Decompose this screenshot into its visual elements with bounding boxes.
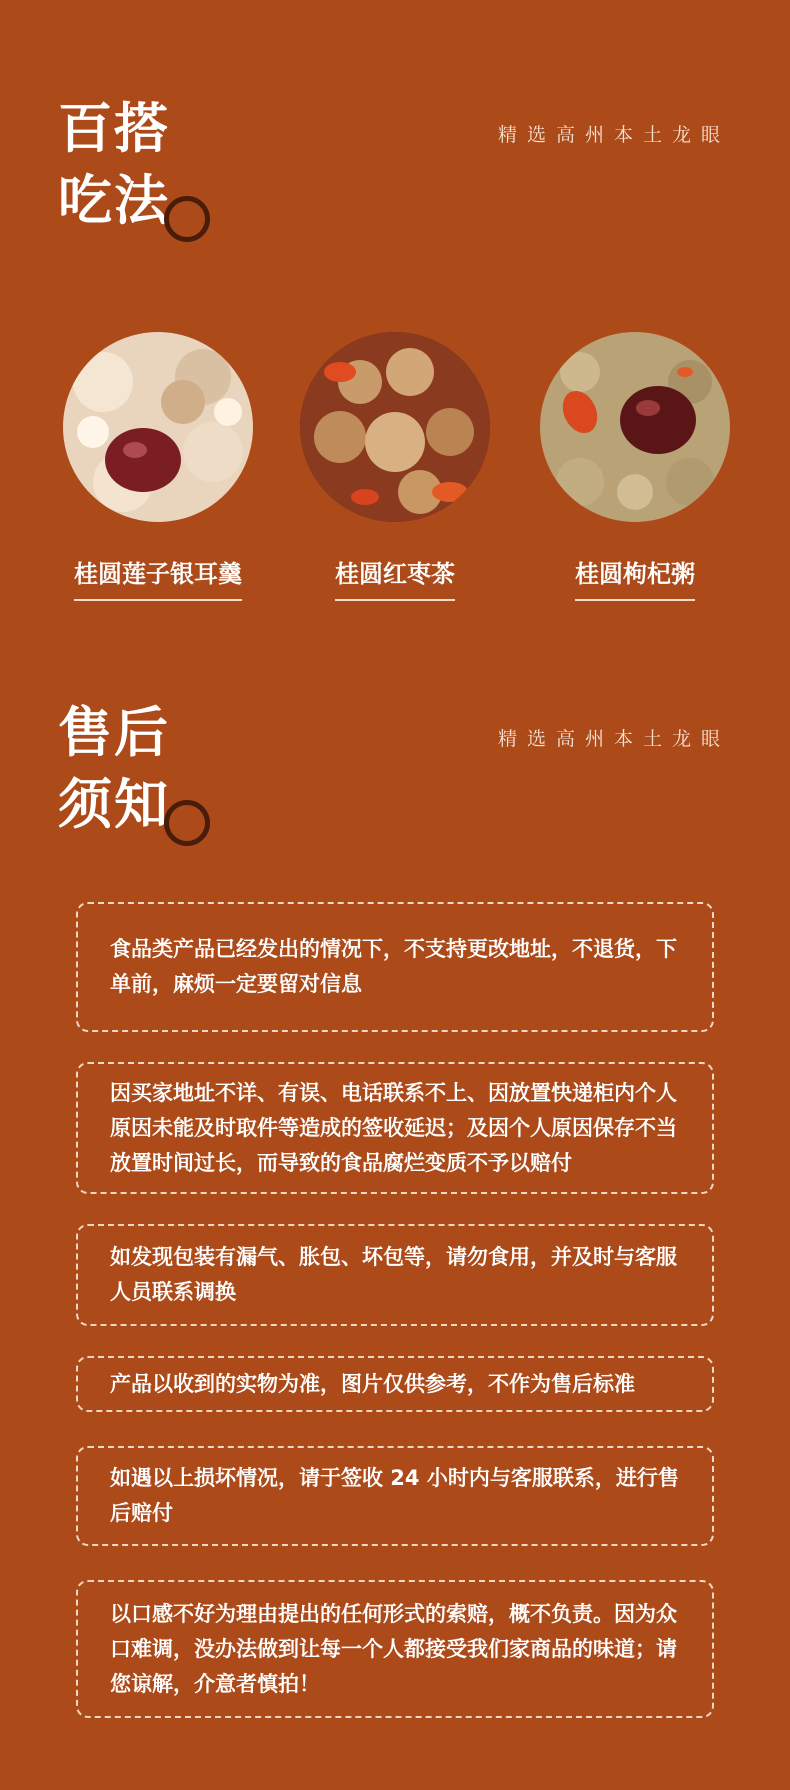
notice-text: 因买家地址不详、有误、电话联系不上、因放置快递柜内个人原因未能及时取件等造成的签收延迟；及因个人原因保存不当放置时间过长，而导致的食品腐烂变质不予以赔付: [110, 1080, 677, 1175]
section-title-line1: 售后: [58, 700, 170, 764]
tagline: 精选高州本土龙眼: [497, 728, 730, 750]
notice-box: [76, 1062, 714, 1194]
section-title-line1: 百搭: [58, 96, 170, 160]
dish-card: [275, 332, 515, 601]
notice-text: 以口感不好为理由提出的任何形式的索赔，概不负责。因为众口难调，没办法做到让每一个人都接受我们家商品的味道；请您谅解，介意者慎拍！: [110, 1601, 677, 1696]
dish-name: 桂圆枸杞粥: [575, 554, 695, 601]
decorative-ring-icon: [164, 800, 210, 846]
tagline: 精选高州本土龙眼: [497, 124, 730, 146]
notice-text: 如发现包装有漏气、胀包、坏包等，请勿食用，并及时与客服人员联系调换: [110, 1245, 677, 1304]
notice-box: [76, 1356, 714, 1412]
decorative-ring-icon: [164, 196, 210, 242]
notice-text: 产品以收到的实物为准，图片仅供参考，不作为售后标准: [110, 1371, 635, 1396]
section-title-line2: 须知: [58, 772, 170, 836]
section-title-after-sales: [58, 696, 170, 840]
dish-card: [38, 332, 278, 601]
tremella-lotus-soup-photo: [63, 332, 253, 522]
notice-box: [76, 1580, 714, 1718]
dish-name: 桂圆莲子银耳羹: [74, 554, 242, 601]
section-title-pairings: [58, 92, 170, 236]
notice-box: [76, 1446, 714, 1546]
longan-goji-porridge-photo: [540, 332, 730, 522]
notice-box: [76, 902, 714, 1032]
section-title-line2: 吃法: [58, 168, 170, 232]
notice-text: 食品类产品已经发出的情况下，不支持更改地址，不退货，下单前，麻烦一定要留对信息: [110, 937, 677, 996]
notice-text: 如遇以上损坏情况，请于签收 24 小时内与客服联系，进行售后赔付: [110, 1466, 679, 1525]
notice-box: [76, 1224, 714, 1326]
dish-name: 桂圆红枣茶: [335, 554, 455, 601]
longan-date-tea-photo: [300, 332, 490, 522]
dish-card: [515, 332, 755, 601]
